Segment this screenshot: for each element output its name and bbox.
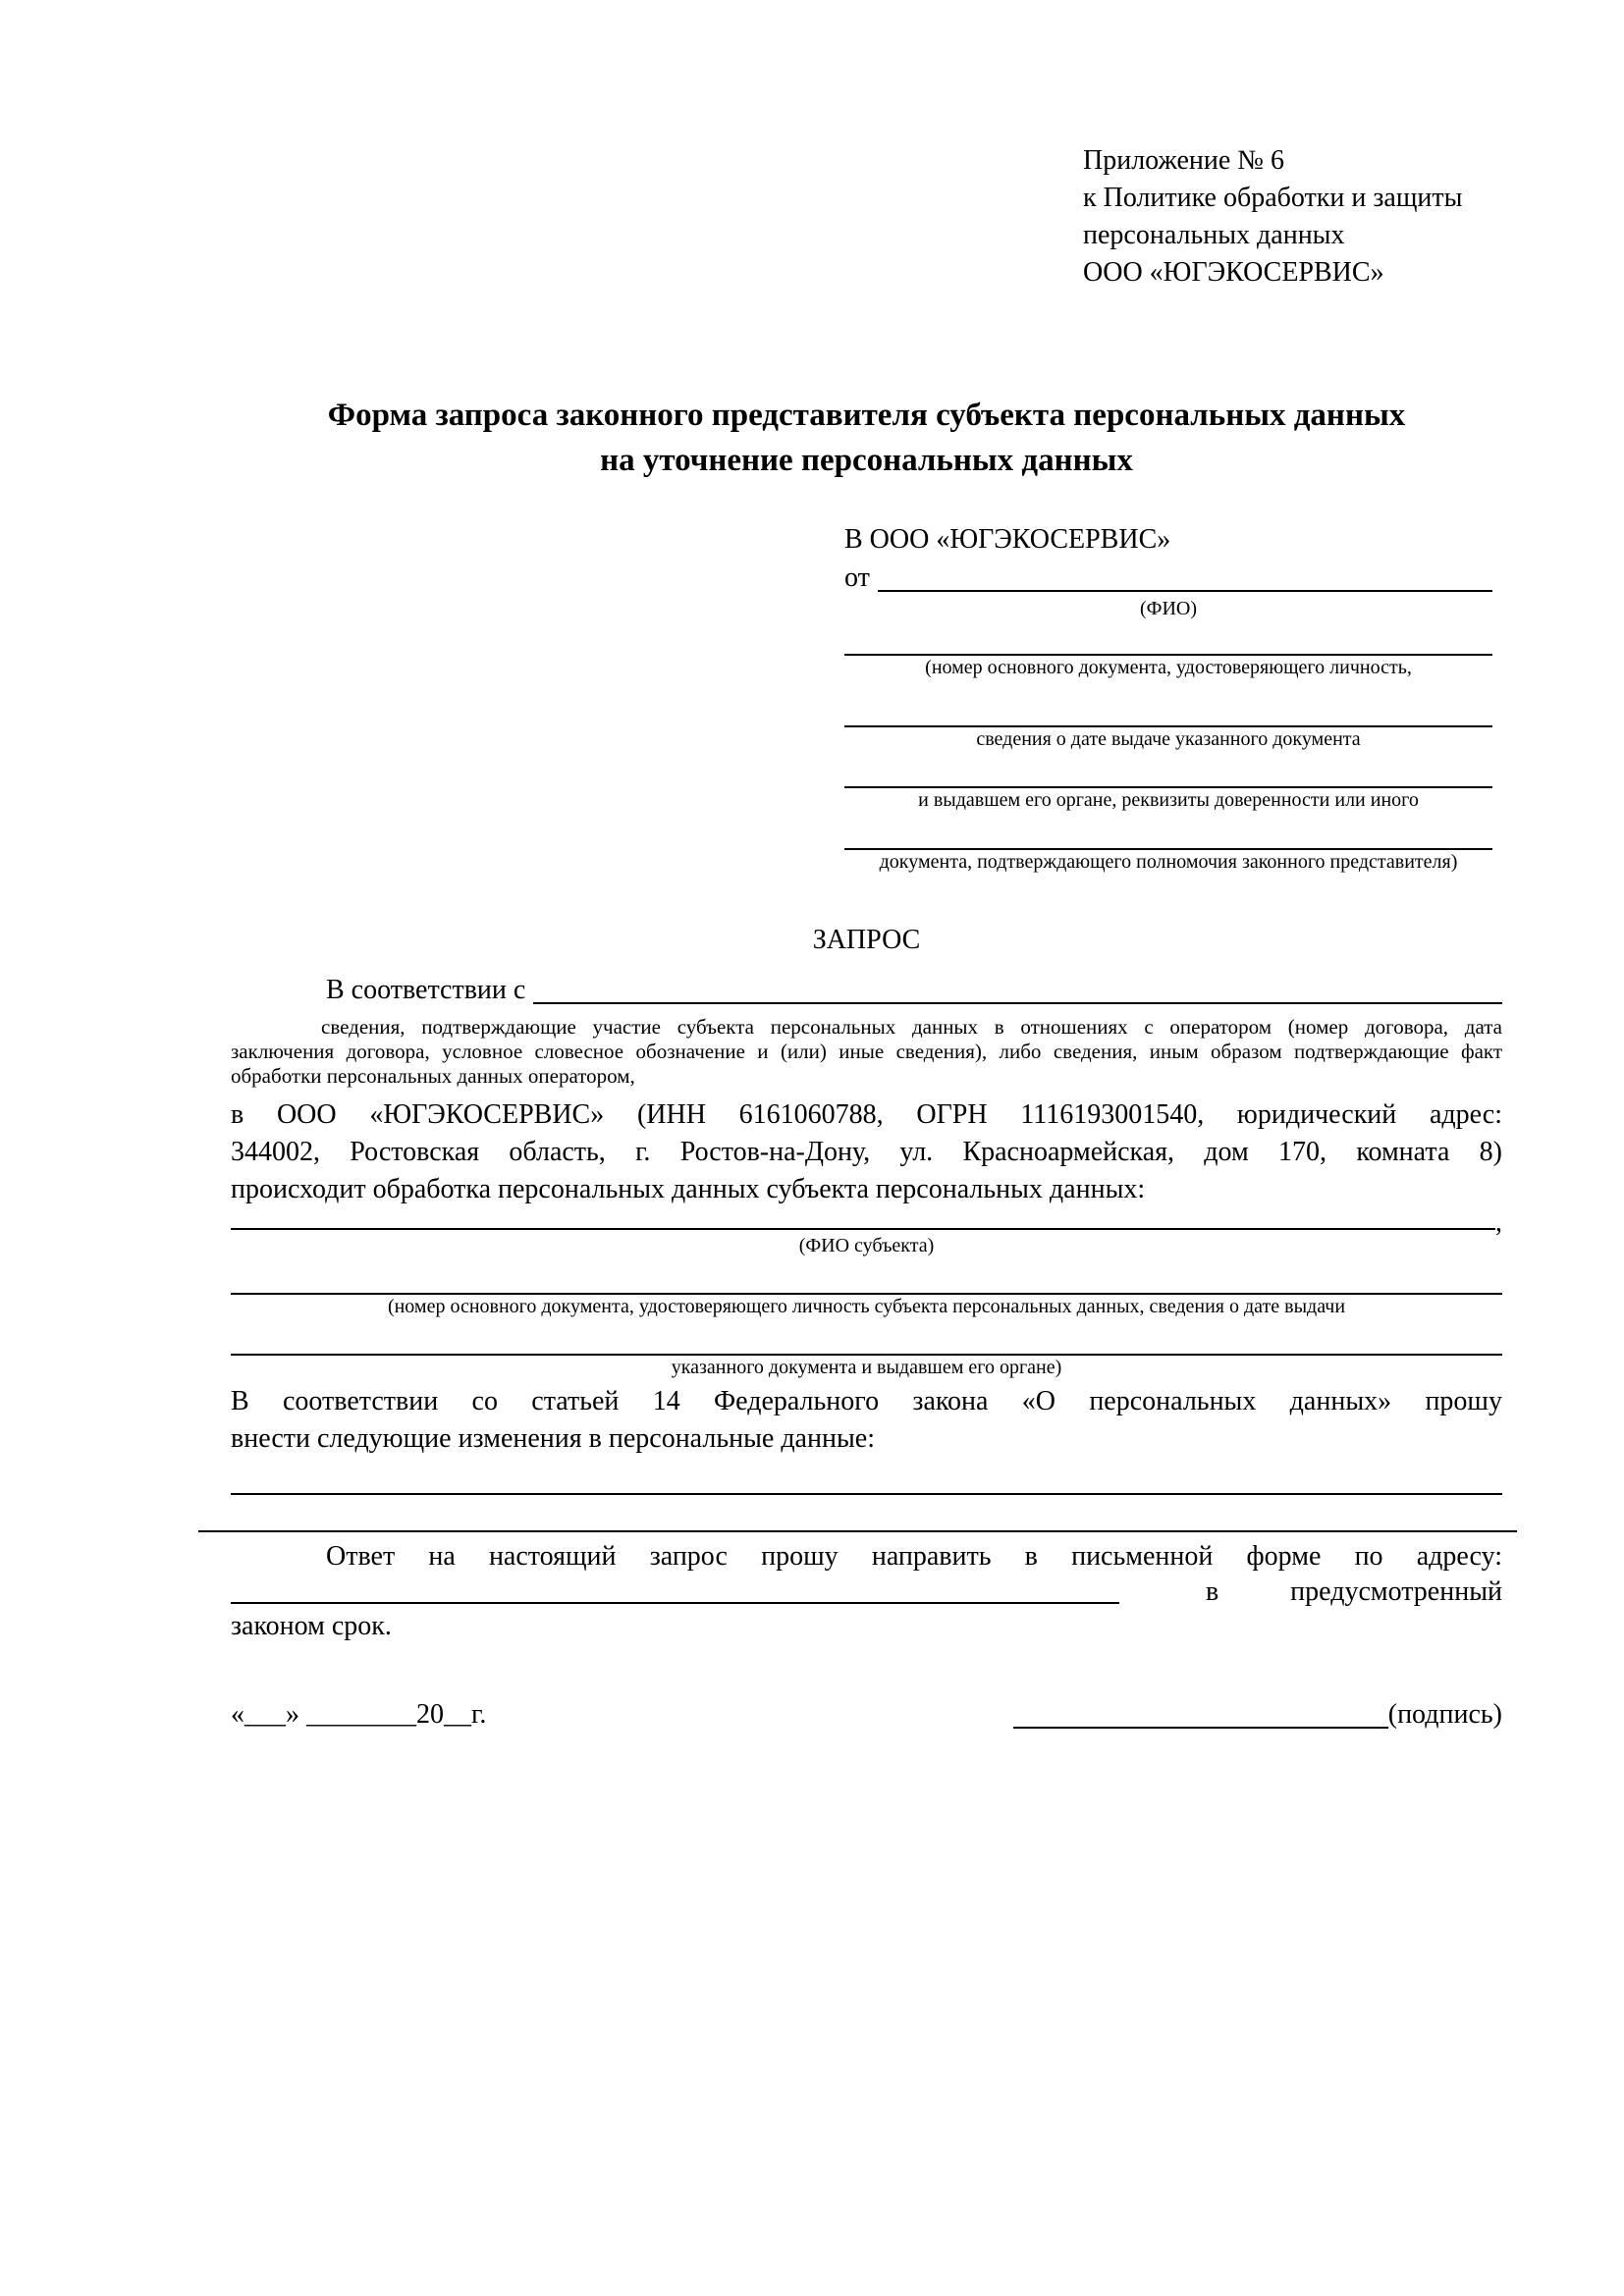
- representative-doc-blank-line-1: [844, 620, 1492, 656]
- basis-footnote-line-3: обработки персональных данных оператором,: [231, 1064, 635, 1088]
- title-line-1: Форма запроса законного представителя субъекта персональных данных: [327, 398, 1406, 433]
- basis-blank-line: [533, 972, 1502, 1004]
- law-line-2: внести следующие изменения в персональные данные:: [231, 1423, 875, 1454]
- subject-fio-blank-line: [231, 1208, 1495, 1230]
- subject-doc-blank-line-1: [231, 1257, 1502, 1295]
- answer-address-row: [231, 1575, 1502, 1608]
- basis-row: [231, 972, 1502, 1009]
- from-row: [844, 560, 1492, 597]
- doc-caption-3: и выдавшем его органе, реквизиты доверенности или иного: [918, 789, 1419, 811]
- subject-fio-row: [231, 1207, 1502, 1238]
- changes-blank-line-2: [198, 1495, 1517, 1532]
- signature-group: [1013, 1696, 1502, 1734]
- appendix-block: [1083, 142, 1462, 292]
- title-line-2: на уточнение персональных данных: [600, 443, 1133, 478]
- representative-doc-blank-line-4: [844, 812, 1492, 850]
- representative-doc-blank-line-2: [844, 679, 1492, 727]
- doc-caption-2: сведения о дате выдаче указанного документа: [976, 728, 1361, 750]
- subject-doc-blank-line-2: [231, 1318, 1502, 1356]
- request-body: [231, 923, 1502, 1734]
- operator-line-1: в ООО «ЮГЭКОСЕРВИС» (ИНН 6161060788, ОГРН 1116193001540, юридический адрес:: [231, 1099, 1502, 1130]
- appendix-line-1: Приложение № 6: [1083, 145, 1284, 176]
- request-heading: ЗАПРОС: [812, 925, 921, 955]
- signature-blank-line: [1013, 1696, 1388, 1729]
- addressee-organization: В ООО «ЮГЭКОСЕРВИС»: [844, 524, 1171, 555]
- subject-doc-caption-2: указанного документа и выдавшем его органе): [671, 1357, 1062, 1378]
- answer-word-1: в: [1206, 1576, 1219, 1607]
- document-title: [231, 393, 1502, 483]
- addressee-block: [844, 520, 1492, 874]
- basis-footnote: [231, 1015, 1502, 1089]
- representative-doc-blank-line-3: [844, 751, 1492, 788]
- doc-caption-4: документа, подтверждающего полномочия законного представителя): [879, 851, 1458, 873]
- basis-footnote-line-2: заключения договора, условное словесное обозначение и (или) иные сведения), либо сведения, иным образом подтверждающие факт: [231, 1040, 1502, 1063]
- answer-line-1: Ответ на настоящий запрос прошу направить в письменной форме по адресу:: [326, 1541, 1502, 1572]
- answer-line-3: законом срок.: [231, 1611, 392, 1641]
- subject-fio-caption: (ФИО субъекта): [798, 1235, 935, 1256]
- changes-blank-line-1: [231, 1458, 1502, 1495]
- signature-caption: (подпись): [1387, 1699, 1502, 1730]
- representative-name-blank-line: [878, 560, 1492, 592]
- appendix-line-4: ООО «ЮГЭКОСЕРВИС»: [1083, 257, 1384, 288]
- answer-paragraph: [231, 1538, 1502, 1645]
- subject-doc-caption-1: (номер основного документа, удостоверяющего личность субъекта персональных данных, сведения о дате выдачи: [387, 1296, 1346, 1317]
- date-placeholder: «___» ________20__г.: [231, 1699, 487, 1730]
- appendix-line-3: персональных данных: [1083, 220, 1345, 250]
- operator-line-2: 344002, Ростовская область, г. Ростов-на-Дону, ул. Красноармейская, дом 170, комната 8): [231, 1137, 1502, 1167]
- operator-paragraph: [231, 1096, 1502, 1208]
- doc-caption-1: (номер основного документа, удостоверяющего личность,: [925, 657, 1412, 678]
- operator-line-3: происходит обработка персональных данных субъекта персональных данных:: [231, 1174, 1146, 1204]
- trailing-comma: ,: [1495, 1207, 1502, 1238]
- fio-caption: (ФИО): [1139, 598, 1197, 619]
- appendix-line-2: к Политике обработки и защиты: [1083, 183, 1463, 213]
- basis-label: В соответствии с: [326, 975, 526, 1005]
- law-line-1: В соответствии со статьей 14 Федерального закона «О персональных данных» прошу: [231, 1386, 1502, 1416]
- date-signature-row: [231, 1696, 1502, 1734]
- law-paragraph: [231, 1383, 1502, 1458]
- from-label: от: [844, 562, 870, 593]
- answer-address-blank-line: [231, 1575, 1119, 1604]
- answer-word-2: предусмотренный: [1290, 1576, 1502, 1607]
- basis-footnote-line-1: сведения, подтверждающие участие субъекта персональных данных в отношениях с оператором (номер договора, дата: [321, 1015, 1502, 1039]
- answer-tail: [1119, 1575, 1502, 1608]
